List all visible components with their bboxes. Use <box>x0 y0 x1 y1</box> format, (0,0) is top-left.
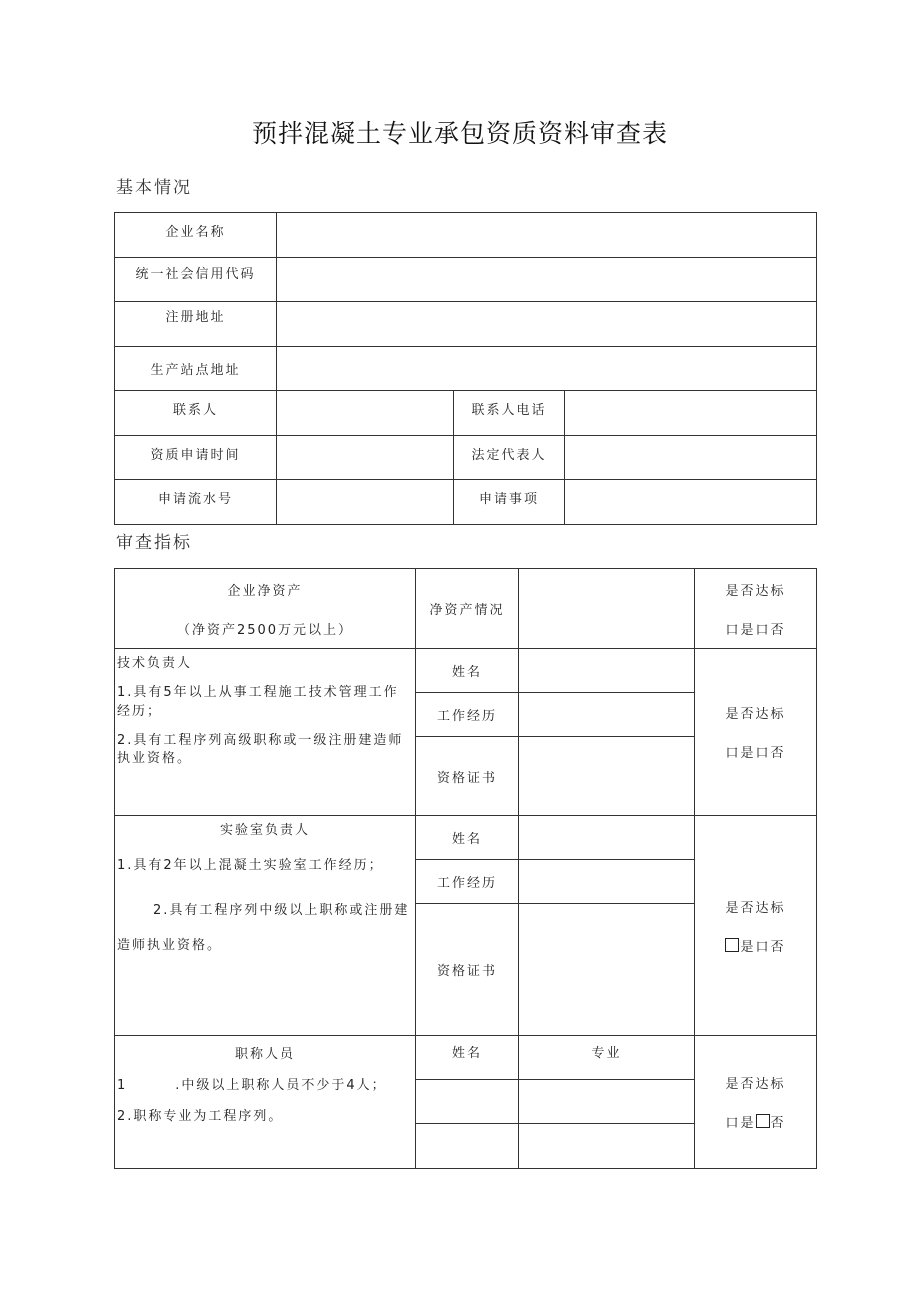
tech-req-1: 1.具有5年以上从事工程施工技术管理工作经历； <box>117 684 399 719</box>
lab-title: 实验室负责人 <box>219 823 310 838</box>
label-contact: 联系人 <box>115 391 277 436</box>
lab-lead-cell <box>115 816 416 1036</box>
staff-req-1-num: 1 <box>117 1077 128 1093</box>
label-legal-rep: 法定代表人 <box>454 436 565 480</box>
input-staff-major-2[interactable] <box>519 1124 695 1169</box>
lab-req-2a: 2.具有工程序列中级以上职称或注册建 <box>153 902 410 918</box>
lab-exp-label: 工作经历 <box>416 860 519 904</box>
input-staff-name-2[interactable] <box>416 1124 519 1169</box>
input-tech-name[interactable] <box>519 649 695 693</box>
checkbox-no[interactable] <box>756 1114 770 1128</box>
staff-req-1: .中级以上职称人员不少于4人； <box>175 1077 387 1093</box>
checkbox-yes[interactable] <box>725 938 739 952</box>
tech-req-2: 2.具有工程序列高级职称或一级注册建造师执业资格。 <box>117 732 404 767</box>
lab-req-2b: 造师执业资格。 <box>117 937 223 953</box>
input-net-assets[interactable] <box>519 569 695 649</box>
review-table <box>114 568 817 1169</box>
std-label: 是否达标 <box>725 900 786 916</box>
staff-major-label: 专业 <box>519 1036 695 1080</box>
net-assets-cell <box>115 569 416 649</box>
std-label: 是否达标 <box>725 583 786 599</box>
input-tech-cert[interactable] <box>519 737 695 816</box>
section-review-heading: 审查指标 <box>116 533 192 553</box>
input-tech-exp[interactable] <box>519 693 695 737</box>
input-apply-item[interactable] <box>565 480 817 525</box>
label-contact-phone: 联系人电话 <box>454 391 565 436</box>
lab-req-1: 1.具有2年以上混凝土实验室工作经历； <box>117 857 384 873</box>
tech-name-label: 姓名 <box>416 649 519 693</box>
staff-title: 职称人员 <box>234 1047 295 1062</box>
input-apply-time[interactable] <box>277 436 454 480</box>
input-reg-address[interactable] <box>277 302 817 347</box>
label-serial-no: 申请流水号 <box>115 480 277 525</box>
input-contact[interactable] <box>277 391 454 436</box>
input-lab-cert[interactable] <box>519 904 695 1036</box>
no-label: 否 <box>770 622 786 638</box>
std-tech <box>695 649 817 816</box>
checkbox-no-glyph[interactable]: 口 <box>755 939 771 955</box>
no-label: 否 <box>770 1116 786 1131</box>
tech-exp-label: 工作经历 <box>416 693 519 737</box>
tech-title: 技术负责人 <box>117 656 193 671</box>
checkbox-yes-glyph[interactable]: 口 <box>725 1116 741 1131</box>
basic-info-table <box>114 212 817 525</box>
yes-label: 是 <box>740 746 756 761</box>
std-net-assets <box>695 569 817 649</box>
yes-label: 是 <box>740 622 756 638</box>
section-basic-heading: 基本情况 <box>116 178 192 198</box>
yes-label: 是 <box>740 1116 756 1131</box>
label-apply-item: 申请事项 <box>454 480 565 525</box>
label-apply-time: 资质申请时间 <box>115 436 277 480</box>
label-reg-address: 注册地址 <box>115 302 277 347</box>
input-staff-name-1[interactable] <box>416 1080 519 1124</box>
tech-cert-label: 资格证书 <box>416 737 519 816</box>
no-label: 否 <box>770 939 786 955</box>
no-label: 否 <box>770 746 786 761</box>
page-title: 预拌混凝土专业承包资质资料审查表 <box>251 119 668 148</box>
input-contact-phone[interactable] <box>565 391 817 436</box>
label-company-name: 企业名称 <box>115 213 277 258</box>
staff-req-2: 2.职称专业为工程序列。 <box>117 1108 284 1124</box>
lab-name-label: 姓名 <box>416 816 519 860</box>
staff-name-label: 姓名 <box>416 1036 519 1080</box>
input-site-address[interactable] <box>277 347 817 391</box>
yes-label: 是 <box>740 939 756 955</box>
std-label: 是否达标 <box>725 707 786 722</box>
input-credit-code[interactable] <box>277 258 817 302</box>
checkbox-no-glyph[interactable]: 口 <box>755 622 771 638</box>
staff-cell <box>115 1036 416 1169</box>
tech-lead-cell <box>115 649 416 816</box>
checkbox-yes-glyph[interactable]: 口 <box>725 622 741 638</box>
net-assets-req: （净资产2500万元以上） <box>176 622 354 638</box>
net-assets-col-label: 净资产情况 <box>416 569 519 649</box>
std-label: 是否达标 <box>725 1077 786 1092</box>
input-lab-name[interactable] <box>519 816 695 860</box>
input-lab-exp[interactable] <box>519 860 695 904</box>
input-staff-major-1[interactable] <box>519 1080 695 1124</box>
label-site-address: 生产站点地址 <box>115 347 277 391</box>
checkbox-no-glyph[interactable]: 口 <box>755 746 771 761</box>
input-legal-rep[interactable] <box>565 436 817 480</box>
std-lab <box>695 816 817 1036</box>
net-assets-title: 企业净资产 <box>227 583 303 599</box>
lab-cert-label: 资格证书 <box>416 904 519 1036</box>
checkbox-yes-glyph[interactable]: 口 <box>725 746 741 761</box>
std-staff <box>695 1036 817 1169</box>
input-serial-no[interactable] <box>277 480 454 525</box>
label-credit-code: 统一社会信用代码 <box>115 258 277 302</box>
input-company-name[interactable] <box>277 213 817 258</box>
